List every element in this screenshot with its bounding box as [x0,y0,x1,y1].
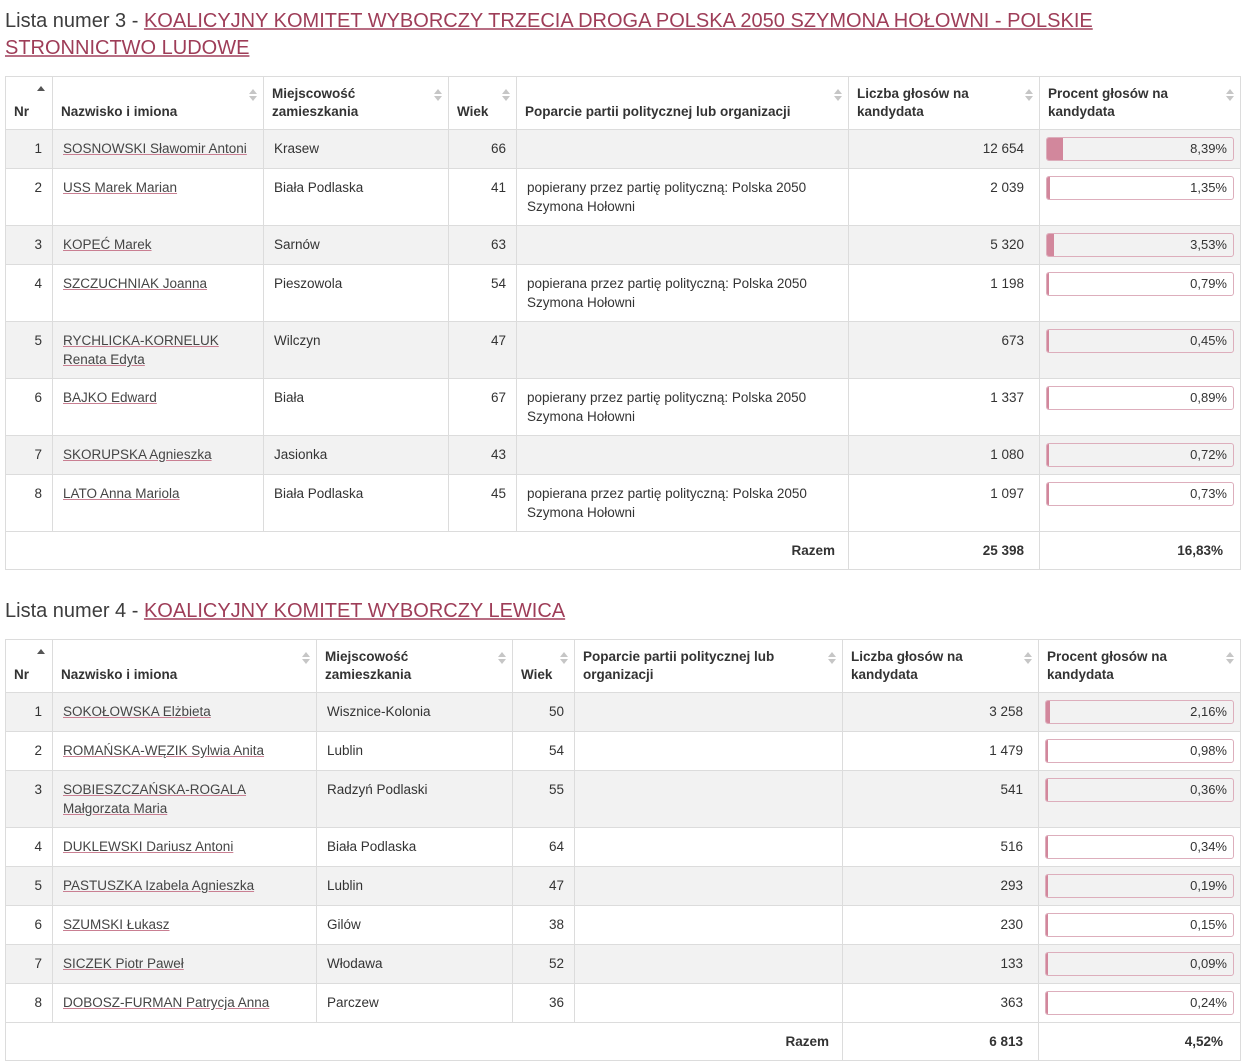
candidate-name-cell [53,906,317,945]
candidate-link[interactable]: SOSNOWSKI Sławomir Antoni [63,141,247,156]
candidate-support [517,130,849,169]
sort-both-icon [498,652,506,664]
percent-bar [1045,991,1234,1015]
percent-bar [1046,443,1234,467]
candidate-link[interactable]: DOBOSZ-FURMAN Patrycja Anna [63,995,270,1010]
candidate-age: 41 [449,169,517,226]
candidate-age: 36 [513,984,575,1023]
percent-bar [1046,329,1234,353]
percent-label: 0,72% [1190,447,1227,462]
column-label: Nazwisko i imiona [61,104,178,119]
candidate-percent-cell [1040,130,1241,169]
candidate-votes: 293 [843,867,1039,906]
candidate-row [6,945,1241,984]
candidate-number: 1 [6,130,53,169]
sort-ascending-icon [37,649,45,654]
candidate-percent-cell [1040,169,1241,226]
triangle-up [434,89,442,94]
percent-bar [1046,176,1234,200]
sort-both-icon [834,89,842,101]
candidate-link[interactable]: SOKOŁOWSKA Elżbieta [63,704,211,719]
percent-bar [1046,482,1234,506]
percent-label: 2,16% [1190,704,1227,719]
candidate-name-cell [53,732,317,771]
header-row [6,640,1241,693]
column-header-nr[interactable] [6,77,53,130]
column-label: Procent głosów na kandydata [1048,86,1169,119]
triangle-up [249,89,257,94]
percent-bar [1046,272,1234,296]
percent-label: 0,73% [1190,486,1227,501]
candidate-name-cell [53,945,317,984]
candidate-name-cell [53,828,317,867]
candidate-link[interactable]: DUKLEWSKI Dariusz Antoni [63,839,234,854]
candidate-number: 6 [6,906,53,945]
total-percent: 16,83% [1040,532,1241,570]
candidate-age: 43 [449,436,517,475]
triangle-down [1226,659,1234,664]
results-table [5,639,1241,1061]
sort-both-icon [302,652,310,664]
triangle-up [1024,652,1032,657]
triangle-up [37,649,45,654]
percent-label: 3,53% [1190,237,1227,252]
candidate-city: Wilczyn [264,322,449,379]
candidate-percent-cell [1039,984,1241,1023]
candidate-row [6,475,1241,532]
total-row [6,1023,1241,1061]
column-label: Poparcie partii politycznej lub organizacji [583,649,775,682]
column-label: Miejscowość zamieszkania [272,86,359,119]
candidate-name-cell [53,867,317,906]
candidate-city: Biała Podlaska [264,475,449,532]
percent-label: 0,15% [1190,917,1227,932]
column-header-name[interactable] [53,640,317,693]
candidate-percent-cell [1039,732,1241,771]
triangle-down [249,96,257,101]
percent-bar-fill [1046,779,1048,801]
candidate-age: 67 [449,379,517,436]
triangle-up [1226,652,1234,657]
candidate-percent-cell [1040,322,1241,379]
candidate-support [517,436,849,475]
candidate-number: 7 [6,945,53,984]
candidate-row [6,265,1241,322]
candidate-support: popierana przez partię polityczną: Polska 2050 Szymona Hołowni [517,265,849,322]
candidate-name-cell [53,693,317,732]
candidate-age: 38 [513,906,575,945]
candidate-votes: 12 654 [849,130,1040,169]
column-label: Nr [14,104,30,119]
column-label: Liczba głosów na kandydata [851,649,963,682]
candidate-city: Włodawa [317,945,513,984]
list-title-prefix: Lista numer 3 - [5,10,144,32]
candidate-votes: 1 097 [849,475,1040,532]
candidate-link[interactable]: SZUMSKI Łukasz [63,917,170,932]
candidate-link[interactable]: BAJKO Edward [63,390,157,405]
candidate-support [575,945,843,984]
candidate-votes: 133 [843,945,1039,984]
percent-bar [1045,913,1234,937]
column-header-support[interactable] [575,640,843,693]
candidate-row [6,828,1241,867]
column-header-percent[interactable] [1040,77,1241,130]
candidate-link[interactable]: ROMAŃSKA-WĘZIK Sylwia Anita [63,743,265,758]
total-label: Razem [6,1023,843,1061]
total-percent: 4,52% [1039,1023,1241,1061]
percent-bar [1046,233,1234,257]
percent-label: 0,34% [1190,839,1227,854]
candidate-number: 2 [6,732,53,771]
triangle-down [560,659,568,664]
candidate-support [517,226,849,265]
column-label: Miejscowość zamieszkania [325,649,412,682]
sort-both-icon [560,652,568,664]
candidate-city: Parczew [317,984,513,1023]
percent-label: 0,19% [1190,878,1227,893]
candidate-number: 5 [6,867,53,906]
candidate-link[interactable]: SZCZUCHNIAK Joanna [63,276,208,291]
candidate-name-cell [53,130,264,169]
candidate-number: 2 [6,169,53,226]
candidate-row [6,169,1241,226]
candidate-percent-cell [1039,867,1241,906]
triangle-down [434,96,442,101]
candidate-row [6,906,1241,945]
candidate-city: Jasionka [264,436,449,475]
table-footer [6,532,1241,570]
candidate-number: 8 [6,984,53,1023]
percent-bar-fill [1047,273,1049,295]
candidate-percent-cell [1040,475,1241,532]
sort-both-icon [1024,652,1032,664]
candidate-votes: 516 [843,828,1039,867]
table-body [6,693,1241,1023]
percent-bar-fill [1047,234,1054,256]
candidate-city: Biała Podlaska [317,828,513,867]
candidate-age: 64 [513,828,575,867]
candidate-number: 4 [6,828,53,867]
candidate-link[interactable]: RYCHLICKA-KORNELUK Renata Edyta [63,333,219,367]
sort-both-icon [502,89,510,101]
percent-bar-fill [1047,177,1050,199]
column-header-percent[interactable] [1039,640,1241,693]
percent-bar-fill [1046,740,1048,762]
column-header-name[interactable] [53,77,264,130]
sort-both-icon [249,89,257,101]
candidate-support [517,322,849,379]
candidate-votes: 1 198 [849,265,1040,322]
candidate-name-cell [53,771,317,828]
candidate-link[interactable]: USS Marek Marian [63,180,178,195]
table-header [6,77,1241,130]
candidate-age: 52 [513,945,575,984]
triangle-up [502,89,510,94]
percent-label: 0,45% [1190,333,1227,348]
percent-bar-fill [1046,701,1050,723]
candidate-support: popierany przez partię polityczną: Polska 2050 Szymona Hołowni [517,379,849,436]
percent-label: 0,89% [1190,390,1227,405]
candidate-support [575,732,843,771]
percent-label: 1,35% [1190,180,1227,195]
candidate-percent-cell [1040,379,1241,436]
candidate-percent-cell [1039,771,1241,828]
triangle-down [502,96,510,101]
percent-label: 0,79% [1190,276,1227,291]
candidate-number: 7 [6,436,53,475]
column-header-city[interactable] [264,77,449,130]
sort-both-icon [1226,652,1234,664]
list-title [5,598,1241,625]
candidate-support: popierana przez partię polityczną: Polska 2050 Szymona Hołowni [517,475,849,532]
candidate-city: Biała Podlaska [264,169,449,226]
sort-both-icon [828,652,836,664]
candidate-votes: 2 039 [849,169,1040,226]
percent-bar-fill [1047,444,1049,466]
candidate-votes: 3 258 [843,693,1039,732]
results-table [5,76,1241,570]
triangle-up [37,86,45,91]
percent-bar-fill [1047,387,1049,409]
candidate-votes: 1 479 [843,732,1039,771]
candidate-age: 66 [449,130,517,169]
candidate-percent-cell [1039,945,1241,984]
candidate-name-cell [53,169,264,226]
candidate-number: 5 [6,322,53,379]
candidate-age: 47 [513,867,575,906]
triangle-up [828,652,836,657]
candidate-city: Lublin [317,732,513,771]
candidate-age: 47 [449,322,517,379]
percent-bar-fill [1047,330,1049,352]
candidate-city: Krasew [264,130,449,169]
column-header-support[interactable] [517,77,849,130]
column-label: Poparcie partii politycznej lub organizacji [525,104,791,119]
percent-bar-fill [1047,483,1049,505]
triangle-up [1025,89,1033,94]
candidate-link[interactable]: SKORUPSKA Agnieszka [63,447,212,462]
table-footer [6,1023,1241,1061]
percent-bar [1045,874,1234,898]
lists-host [5,8,1241,1061]
candidate-support: popierany przez partię polityczną: Polska 2050 Szymona Hołowni [517,169,849,226]
total-label: Razem [6,532,849,570]
candidate-percent-cell [1039,828,1241,867]
percent-bar [1045,739,1234,763]
candidate-support [575,867,843,906]
candidate-link[interactable]: PASTUSZKA Izabela Agnieszka [63,878,255,893]
candidate-city: Lublin [317,867,513,906]
column-header-age[interactable] [449,77,517,130]
candidate-name-cell [53,436,264,475]
candidate-votes: 230 [843,906,1039,945]
percent-label: 8,39% [1190,141,1227,156]
percent-bar-fill [1046,875,1048,897]
candidate-percent-cell [1040,226,1241,265]
candidate-name-cell [53,265,264,322]
sort-ascending-icon [37,86,45,91]
candidate-city: Gilów [317,906,513,945]
candidate-row [6,130,1241,169]
triangle-down [1024,659,1032,664]
candidate-link[interactable]: LATO Anna Mariola [63,486,180,501]
candidate-link[interactable]: SICZEK Piotr Paweł [63,956,184,971]
triangle-down [1226,96,1234,101]
percent-label: 0,36% [1190,782,1227,797]
percent-bar-fill [1047,138,1063,160]
candidate-city: Pieszowola [264,265,449,322]
candidate-percent-cell [1039,693,1241,732]
list-section [5,598,1241,1061]
candidate-votes: 541 [843,771,1039,828]
column-label: Wiek [457,104,489,119]
percent-bar [1046,386,1234,410]
triangle-down [498,659,506,664]
candidate-age: 55 [513,771,575,828]
candidate-city: Sarnów [264,226,449,265]
candidate-city: Wisznice-Kolonia [317,693,513,732]
sort-both-icon [1025,89,1033,101]
column-label: Liczba głosów na kandydata [857,86,969,119]
candidate-city: Biała [264,379,449,436]
percent-bar-fill [1046,953,1048,975]
percent-label: 0,24% [1190,995,1227,1010]
column-header-nr[interactable] [6,640,53,693]
candidate-name-cell [53,475,264,532]
candidate-support [575,984,843,1023]
candidate-row [6,379,1241,436]
sort-both-icon [434,89,442,101]
column-label: Wiek [521,667,553,682]
candidate-name-cell [53,226,264,265]
percent-label: 0,98% [1190,743,1227,758]
percent-bar [1045,778,1234,802]
total-row [6,532,1241,570]
total-votes: 25 398 [849,532,1040,570]
candidate-row [6,436,1241,475]
column-label: Procent głosów na kandydata [1047,649,1168,682]
candidate-number: 3 [6,226,53,265]
candidate-support [575,693,843,732]
triangle-down [834,96,842,101]
candidate-number: 4 [6,265,53,322]
sort-both-icon [1226,89,1234,101]
candidate-percent-cell [1040,265,1241,322]
percent-bar [1045,700,1234,724]
candidate-row [6,226,1241,265]
column-header-votes[interactable] [849,77,1040,130]
candidate-support [575,771,843,828]
column-header-votes[interactable] [843,640,1039,693]
candidate-support [575,906,843,945]
candidate-row [6,693,1241,732]
candidate-age: 54 [449,265,517,322]
committee-link[interactable]: KOALICYJNY KOMITET WYBORCZY LEWICA [143,600,566,622]
percent-bar [1046,137,1234,161]
candidate-age: 45 [449,475,517,532]
candidate-number: 3 [6,771,53,828]
committee-link[interactable]: KOALICYJNY KOMITET WYBORCZY TRZECIA DROGA POLSKA 2050 SZYMONA HOŁOWNI - POLSKIE STRONNICTWO LUDOWE [5,10,1093,59]
triangle-up [498,652,506,657]
candidate-age: 50 [513,693,575,732]
candidate-city: Radzyń Podlaski [317,771,513,828]
triangle-up [1226,89,1234,94]
header-row [6,77,1241,130]
candidate-link[interactable]: SOBIESZCZAŃSKA-ROGALA Małgorzata Maria [63,782,247,816]
percent-bar [1045,835,1234,859]
column-label: Nazwisko i imiona [61,667,178,682]
triangle-down [302,659,310,664]
candidate-row [6,867,1241,906]
candidate-row [6,771,1241,828]
candidate-row [6,322,1241,379]
percent-bar [1045,952,1234,976]
candidate-percent-cell [1040,436,1241,475]
candidate-votes: 363 [843,984,1039,1023]
candidate-name-cell [53,984,317,1023]
percent-label: 0,09% [1190,956,1227,971]
candidate-votes: 673 [849,322,1040,379]
column-label: Nr [14,667,30,682]
list-title [5,8,1241,62]
candidate-link[interactable]: KOPEĆ Marek [63,237,152,252]
triangle-up [560,652,568,657]
list-title-prefix: Lista numer 4 - [5,600,144,622]
column-header-city[interactable] [317,640,513,693]
candidate-row [6,732,1241,771]
candidate-votes: 1 337 [849,379,1040,436]
total-votes: 6 813 [843,1023,1039,1061]
candidate-age: 63 [449,226,517,265]
triangle-up [834,89,842,94]
candidate-name-cell [53,322,264,379]
triangle-up [302,652,310,657]
candidate-percent-cell [1039,906,1241,945]
triangle-down [1025,96,1033,101]
percent-bar-fill [1046,836,1048,858]
candidate-support [575,828,843,867]
candidate-number: 8 [6,475,53,532]
percent-bar-fill [1046,914,1048,936]
table-body [6,130,1241,532]
candidate-votes: 5 320 [849,226,1040,265]
list-section [5,8,1241,570]
column-header-age[interactable] [513,640,575,693]
triangle-down [828,659,836,664]
candidate-row [6,984,1241,1023]
candidate-number: 1 [6,693,53,732]
candidate-votes: 1 080 [849,436,1040,475]
table-header [6,640,1241,693]
percent-bar-fill [1046,992,1048,1014]
candidate-name-cell [53,379,264,436]
candidate-number: 6 [6,379,53,436]
candidate-age: 54 [513,732,575,771]
